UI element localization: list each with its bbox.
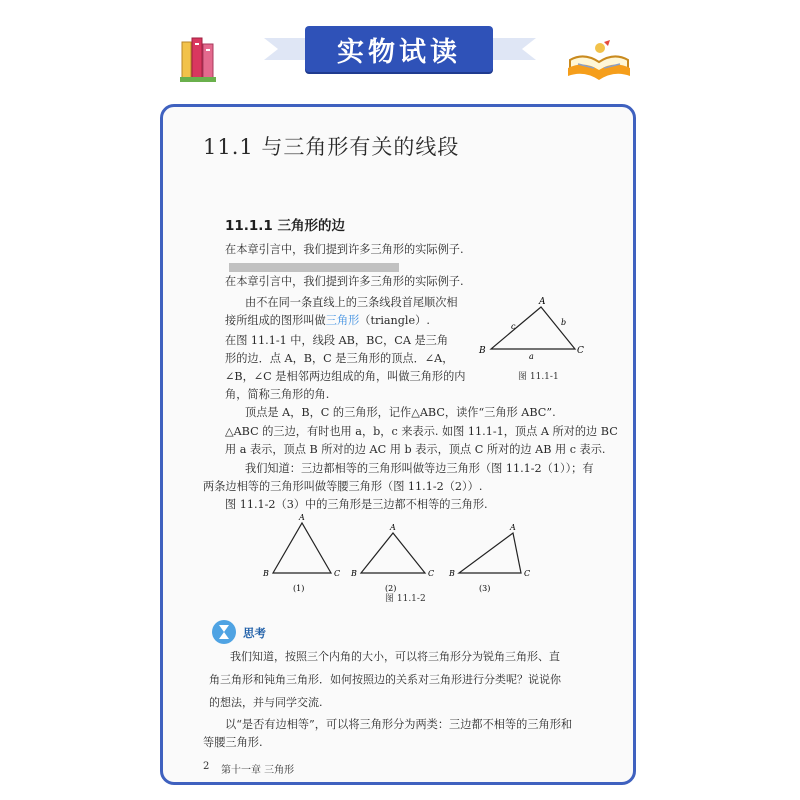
paragraph-line: 由不在同一条直线上的三条线段首尾顺次相 [245,296,458,309]
side-label-b: b [561,318,567,327]
vertex-label-b: B [479,346,486,356]
vertex-label-a: A [390,523,396,532]
chapter-label: 第十一章 三角形 [221,765,295,776]
paragraph-line: 在本章引言中，我们提到许多三角形的实际例子. [225,275,464,288]
side-label-c: c [511,322,516,331]
think-line: 角三角形和钝角三角形．如何按照边的关系对三角形进行分类呢？说说你 [209,673,561,686]
paragraph-line: 用 a 表示，顶点 B 所对的边 AC 用 b 表示，顶点 C 所对的边 AB 用 c 表示. [225,443,606,456]
paragraph-line: 以“是否有边相等”，可以将三角形分为两类：三边都不相等的三角形和 [225,718,573,731]
paragraph-line: 图 11.1-2（3）中的三角形是三边都不相等的三角形. [225,498,488,511]
think-line: 的想法，并与同学交流. [209,696,323,709]
figure-part-label: (2) [385,584,397,593]
vertex-label-b: B [263,569,269,578]
vertex-label-b: B [351,569,357,578]
paragraph-line: ∠B，∠C 是相邻两边组成的角，叫做三角形的内 [225,370,466,383]
figure-caption: 图 11.1-1 [518,372,559,382]
figure-part-label: (1) [293,584,305,593]
paragraph-line: 等腰三角形. [203,736,263,749]
paragraph-line: 两条边相等的三角形叫做等腰三角形（图 11.1-2（2））. [203,480,483,493]
figure-caption: 图 11.1-2 [385,594,426,604]
think-title: 思考 [243,626,266,640]
paragraph-line: 我们知道：三边都相等的三角形叫做等边三角形（图 11.1-2（1））；有 [245,462,594,475]
side-label-a: a [529,352,534,361]
paragraph-line [225,311,430,330]
paragraph-line: 顶点是 A，B，C 的三角形，记作△ABC，读作“三角形 ABC”. [245,406,556,419]
figure-11-1-2 [253,511,553,603]
ghost-line: 在本章引言中，我们提到许多三角形的实际例子. [225,243,464,256]
vertex-label-a: A [299,513,305,522]
books-icon [178,36,220,84]
banner-ribbon-left [264,38,308,60]
banner [305,26,493,72]
book-page [160,104,636,785]
vertex-label-b: B [449,569,455,578]
term-triangle: 三角形 [325,314,360,327]
paragraph-text: （triangle）. [359,314,430,327]
vertex-label-c: C [334,569,341,578]
ghost-strike [229,263,399,272]
open-book-icon [566,38,632,82]
page-number: 2 [203,761,210,772]
hourglass-icon [211,619,237,645]
vertex-label-c: C [577,346,584,356]
paragraph-line: △ABC 的三边，有时也用 a，b，c 来表示. 如图 11.1-1，顶点 A 所对的边 BC [225,425,618,438]
vertex-label-a: A [510,523,516,532]
paragraph-line: 形的边．点 A，B，C 是三角形的顶点．∠A， [225,352,454,365]
think-line: 我们知道，按照三个内角的大小，可以将三角形分为锐角三角形、直 [230,650,560,663]
banner-ribbon-right [492,38,536,60]
subsection-title: 11.1.1 三角形的边 [225,218,346,234]
vertex-label-c: C [428,569,435,578]
figure-part-label: (3) [479,584,491,593]
paragraph-text: 接所组成的图形叫做 [225,314,326,327]
paragraph-line: 在图 11.1-1 中，线段 AB，BC，CA 是三角 [225,334,449,347]
paragraph-line: 角，简称三角形的角. [225,388,330,401]
banner-label: 实物试读 [337,36,461,68]
vertex-label-c: C [524,569,531,578]
vertex-label-a: A [539,297,546,307]
section-title: 11.1 与三角形有关的线段 [203,135,460,159]
